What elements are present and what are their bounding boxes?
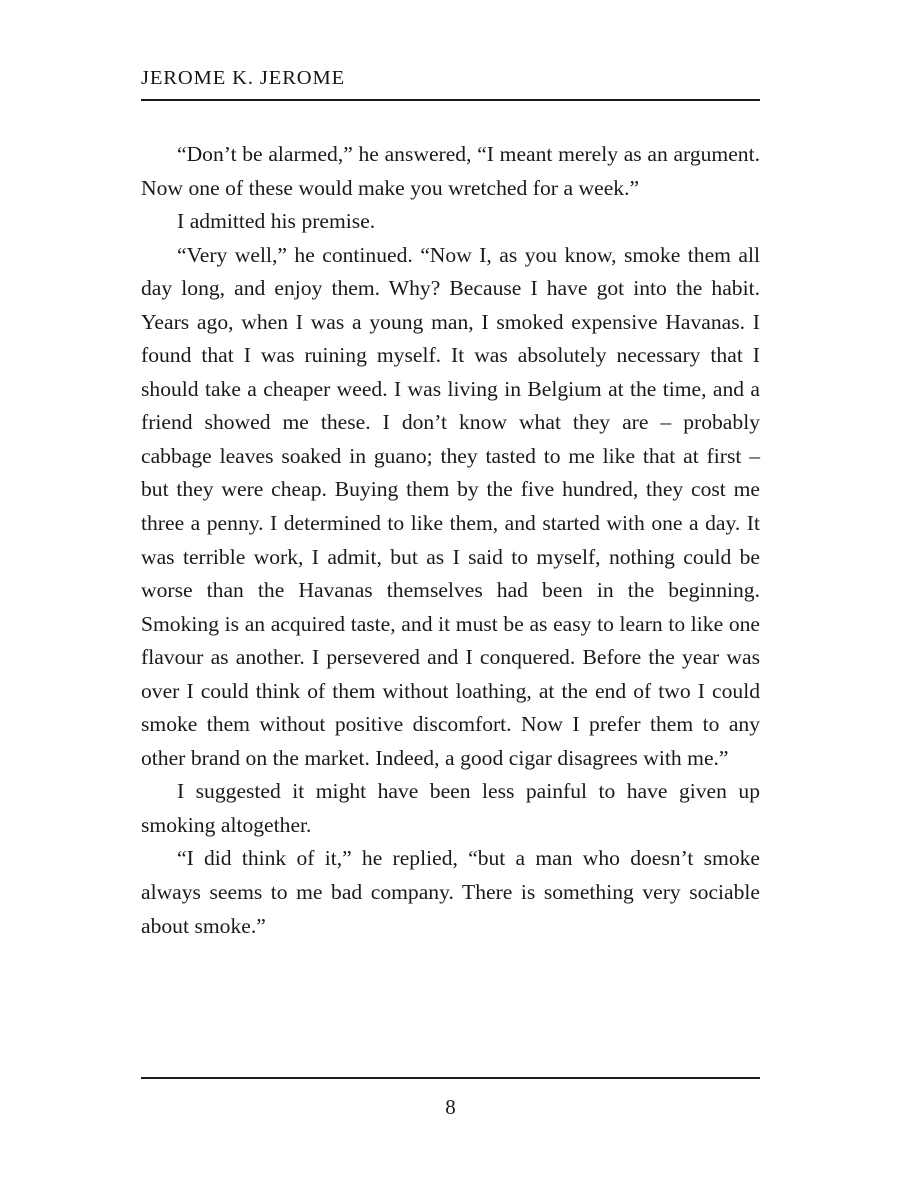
header-rule (141, 99, 760, 101)
page-number: 8 (445, 1095, 456, 1119)
body-text-block (141, 138, 760, 943)
paragraph: “I did think of it,” he replied, “but a man who doesn’t smoke always seems to me bad company. There is something very sociable about smoke.” (141, 846, 760, 938)
paragraph: “Very well,” he continued. “Now I, as you know, smoke them all day long, and enjoy them. Why? Because I have got into the habit. Years ago, when I was a young man, I smoked expensive Havanas. I found that I was ruining myself. It was absolutely necessary that I should take a cheaper weed. I was living in Belgium at the time, and a friend showed me these. I don’t know what they are – probably cabbage leaves soaked in guano; they tasted to me like that at first – but they were cheap. Buying them by the five hundred, they cost me three a penny. I determined to like them, and started with one a day. It was terrible work, I admit, but as I said to myself, nothing could be worse than the Havanas themselves had been in the beginning. Smoking is an acquired taste, and it must be as easy to learn to like one flavour as another. I persevered and I conquered. Before the year was over I could think of them without loathing, at the end of two I could smoke them without positive discomfort. Now I prefer them to any other brand on the market. Indeed, a good cigar disagrees with me.” (141, 242, 760, 770)
running-head (141, 68, 760, 89)
running-head-text: JEROME K. JEROME (141, 67, 346, 89)
footer-rule (141, 1077, 760, 1079)
paragraph: I suggested it might have been less painful to have given up smoking altogether. (141, 779, 760, 837)
paragraph: “Don’t be alarmed,” he answered, “I meant merely as an argument. Now one of these would make you wretched for a week.” (141, 142, 760, 200)
paragraph: I admitted his premise. (177, 209, 376, 234)
